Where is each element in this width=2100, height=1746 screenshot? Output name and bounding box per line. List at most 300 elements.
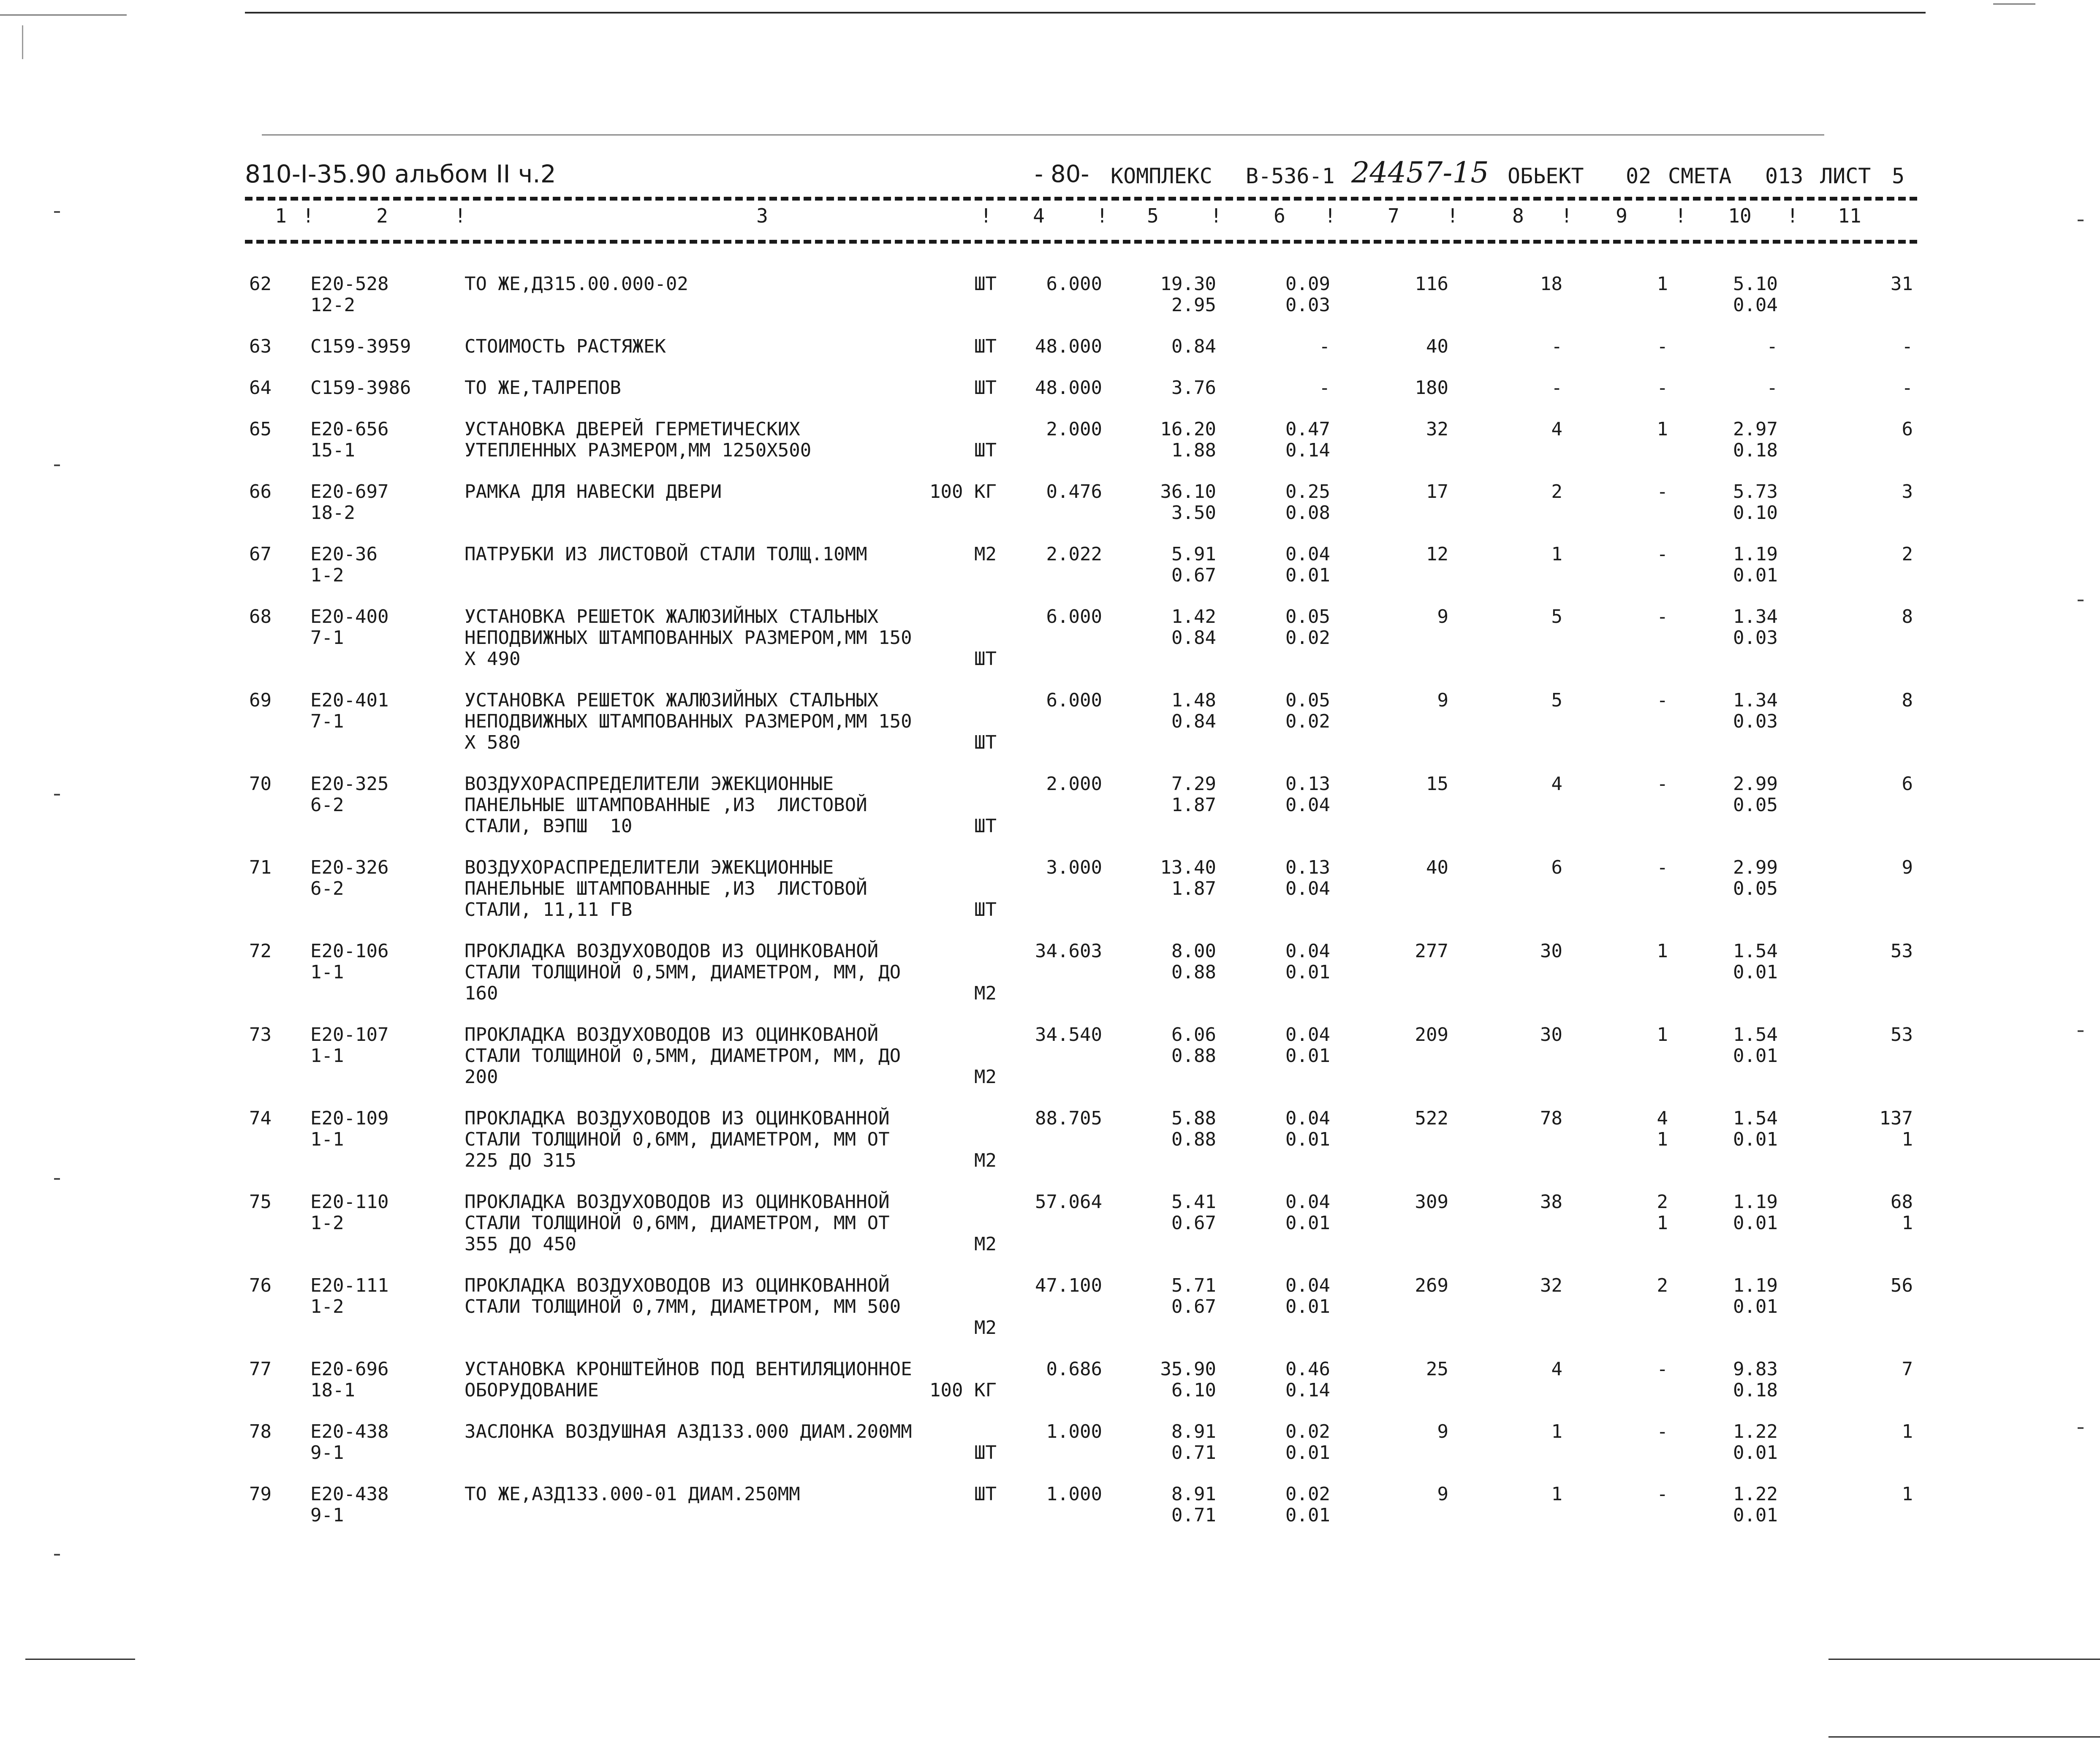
row-number: 79 (249, 1483, 272, 1505)
labor-norm: 0.01 (1733, 961, 1778, 983)
work-description: УТЕПЛЕННЫХ РАЗМЕРОМ,ММ 1250Х500 (465, 440, 812, 461)
unit-cost: 8.91 (1171, 1421, 1216, 1442)
table-row (245, 1108, 1917, 1171)
price-code: Е20-696 (310, 1358, 389, 1380)
labor-norm: 1.19 (1733, 1275, 1778, 1296)
labor-norm: 0.18 (1733, 1379, 1778, 1401)
work-description: РАМКА ДЛЯ НАВЕСКИ ДВЕРИ (465, 481, 722, 502)
labor-norm: 0.05 (1733, 794, 1778, 816)
work-description: ТО ЖЕ,ТАЛРЕПОВ (465, 377, 621, 399)
table-row (245, 774, 1917, 837)
machine-cost: 1 (1657, 1212, 1668, 1234)
scan-border-line (25, 1659, 135, 1660)
labor-norm: 0.01 (1733, 1045, 1778, 1067)
unit-labor: 0.01 (1285, 1442, 1330, 1464)
price-code: 18-1 (310, 1379, 355, 1401)
handwritten-number: 24457-15 (1351, 156, 1489, 190)
price-code: 12-2 (310, 294, 355, 316)
table-row (245, 857, 1917, 921)
price-code: Е20-325 (310, 773, 389, 795)
unit-labor: 0.01 (1285, 1296, 1330, 1317)
row-number: 69 (249, 690, 272, 711)
table-row (245, 274, 1917, 316)
price-code: 7-1 (310, 627, 344, 649)
unit-cost: 0.84 (1171, 336, 1216, 357)
total-wages: - (1551, 377, 1562, 399)
unit-labor: 0.04 (1285, 543, 1330, 565)
labor-norm: 0.04 (1733, 294, 1778, 316)
price-code: Е20-110 (310, 1191, 389, 1213)
unit-of-measure: ШТ (974, 336, 997, 357)
price-code: 1-1 (310, 1045, 344, 1067)
row-number: 63 (249, 336, 272, 357)
total-wages: 30 (1540, 1024, 1562, 1045)
labor-norm: 0.01 (1733, 1442, 1778, 1464)
column-number: 3 (756, 204, 768, 227)
scan-speck (54, 1554, 60, 1556)
unit-labor: 0.02 (1285, 1483, 1330, 1505)
table-row (245, 1192, 1917, 1255)
total-cost: 309 (1415, 1191, 1448, 1213)
machine-cost: - (1657, 1421, 1668, 1442)
unit-of-measure: М2 (974, 1317, 997, 1339)
unit-cost: 0.71 (1171, 1504, 1216, 1526)
total-cost: 15 (1426, 773, 1448, 795)
unit-labor: 0.09 (1285, 273, 1330, 295)
labor-norm: 0.01 (1733, 1129, 1778, 1150)
work-description: СТОИМОСТЬ РАСТЯЖЕК (465, 336, 666, 357)
unit-cost: 3.50 (1171, 502, 1216, 524)
work-description: ТО ЖЕ,Д315.00.000-02 (465, 273, 688, 295)
quantity: 57.064 (1035, 1191, 1102, 1213)
price-code: Е20-528 (310, 273, 389, 295)
labor-total: 1 (1902, 1129, 1913, 1150)
unit-of-measure: ШТ (974, 648, 997, 670)
work-description: УСТАНОВКА ДВЕРЕЙ ГЕРМЕТИЧЕСКИХ (465, 418, 800, 440)
labor-norm: 0.18 (1733, 440, 1778, 461)
unit-of-measure: ШТ (974, 273, 997, 295)
unit-cost: 8.00 (1171, 940, 1216, 962)
unit-labor: 0.04 (1285, 1108, 1330, 1129)
total-wages: 6 (1551, 857, 1562, 878)
quantity: 34.540 (1035, 1024, 1102, 1045)
table-row (245, 941, 1917, 1004)
unit-labor: 0.04 (1285, 940, 1330, 962)
price-code: Е20-326 (310, 857, 389, 878)
row-number: 73 (249, 1024, 272, 1045)
sheet-value: 5 (1892, 164, 1905, 188)
machine-cost: 1 (1657, 1129, 1668, 1150)
labor-norm: 2.99 (1733, 773, 1778, 795)
machine-cost: 1 (1657, 940, 1668, 962)
price-code: Е20-400 (310, 606, 389, 627)
work-description: 225 ДО 315 (465, 1150, 576, 1171)
price-code: 6-2 (310, 878, 344, 899)
unit-labor: 0.02 (1285, 1421, 1330, 1442)
unit-labor: 0.01 (1285, 1504, 1330, 1526)
labor-norm: 1.22 (1733, 1421, 1778, 1442)
unit-cost: 5.71 (1171, 1275, 1216, 1296)
price-code: 9-1 (310, 1504, 344, 1526)
price-code: С159-3986 (310, 377, 411, 399)
scan-speck (54, 1178, 60, 1180)
work-description: ВОЗДУХОРАСПРЕДЕЛИТЕЛИ ЭЖЕКЦИОННЫЕ (465, 857, 834, 878)
work-description: ПРОКЛАДКА ВОЗДУХОВОДОВ ИЗ ОЦИНКОВАНОЙ (465, 1024, 879, 1045)
labor-total: 53 (1891, 1024, 1913, 1045)
labor-total: 1 (1902, 1212, 1913, 1234)
machine-cost: - (1657, 543, 1668, 565)
price-code: 9-1 (310, 1442, 344, 1464)
price-code: 15-1 (310, 440, 355, 461)
unit-labor: 0.01 (1285, 1129, 1330, 1150)
work-description: СТАЛИ ТОЛЩИНОЙ 0,5ММ, ДИАМЕТРОМ, ММ, ДО (465, 961, 901, 983)
row-number: 77 (249, 1358, 272, 1380)
column-number: 8 (1512, 204, 1524, 227)
unit-cost: 6.06 (1171, 1024, 1216, 1045)
labor-norm: 5.73 (1733, 481, 1778, 502)
work-description: УСТАНОВКА РЕШЕТОК ЖАЛЮЗИЙНЫХ СТАЛЬНЫХ (465, 606, 879, 627)
page-marker: - 80- (1035, 160, 1089, 188)
unit-cost: 1.48 (1171, 690, 1216, 711)
price-code: Е20-106 (310, 940, 389, 962)
total-cost: 32 (1426, 418, 1448, 440)
work-description: ПАНЕЛЬНЫЕ ШТАМПОВАННЫЕ ,ИЗ ЛИСТОВОЙ (465, 794, 867, 816)
column-separator: ! (1324, 204, 1336, 227)
column-number-row (245, 204, 1917, 238)
row-number: 76 (249, 1275, 272, 1296)
labor-norm: 1.54 (1733, 1108, 1778, 1129)
column-separator: ! (1096, 204, 1108, 227)
work-description: СТАЛИ, 11,11 ГВ (465, 899, 633, 921)
machine-cost: - (1657, 1358, 1668, 1380)
unit-cost: 3.76 (1171, 377, 1216, 399)
row-number: 72 (249, 940, 272, 962)
unit-cost: 1.87 (1171, 878, 1216, 899)
unit-labor: - (1319, 336, 1330, 357)
table-row (245, 1024, 1917, 1088)
quantity: 88.705 (1035, 1108, 1102, 1129)
scan-border-line (22, 25, 23, 59)
machine-cost: - (1657, 773, 1668, 795)
total-cost: 40 (1426, 857, 1448, 878)
work-description: ПАТРУБКИ ИЗ ЛИСТОВОЙ СТАЛИ ТОЛЩ.10ММ (465, 543, 867, 565)
total-wages: 18 (1540, 273, 1562, 295)
work-description: ПРОКЛАДКА ВОЗДУХОВОДОВ ИЗ ОЦИНКОВАННОЙ (465, 1108, 890, 1129)
labor-norm: 9.83 (1733, 1358, 1778, 1380)
work-description: ЗАСЛОНКА ВОЗДУШНАЯ АЗД133.000 ДИАМ.200ММ (465, 1421, 912, 1442)
sheet-label: ЛИСТ (1820, 164, 1871, 188)
row-number: 70 (249, 773, 272, 795)
unit-labor: 0.01 (1285, 565, 1330, 586)
labor-norm: 0.01 (1733, 1296, 1778, 1317)
labor-norm: 0.01 (1733, 1212, 1778, 1234)
labor-total: 2 (1902, 543, 1913, 565)
price-code: Е20-697 (310, 481, 389, 502)
labor-norm: 0.10 (1733, 502, 1778, 524)
labor-total: 3 (1902, 481, 1913, 502)
column-separator: ! (302, 204, 314, 227)
total-wages: 4 (1551, 418, 1562, 440)
unit-of-measure: М2 (974, 1233, 997, 1255)
total-wages: 4 (1551, 1358, 1562, 1380)
table-row (245, 1421, 1917, 1464)
machine-cost: 1 (1657, 418, 1668, 440)
total-wages: 30 (1540, 940, 1562, 962)
scan-border-line (245, 12, 1926, 14)
work-description: ОБОРУДОВАНИЕ (465, 1379, 599, 1401)
unit-labor: 0.13 (1285, 773, 1330, 795)
unit-of-measure: М2 (974, 1066, 997, 1088)
labor-norm: 1.19 (1733, 1191, 1778, 1213)
price-code: Е20-107 (310, 1024, 389, 1045)
quantity: 6.000 (1046, 606, 1102, 627)
total-wages: 1 (1551, 1421, 1562, 1442)
price-code: 1-1 (310, 1129, 344, 1150)
labor-total: 8 (1902, 606, 1913, 627)
machine-cost: - (1657, 690, 1668, 711)
labor-norm: 0.05 (1733, 878, 1778, 899)
labor-norm: 1.22 (1733, 1483, 1778, 1505)
work-description: УСТАНОВКА РЕШЕТОК ЖАЛЮЗИЙНЫХ СТАЛЬНЫХ (465, 690, 879, 711)
labor-norm: 1.34 (1733, 690, 1778, 711)
scan-speck (2078, 1030, 2084, 1032)
object-value: 02 (1626, 164, 1652, 188)
price-code: 1-1 (310, 961, 344, 983)
machine-cost: - (1657, 1483, 1668, 1505)
machine-cost: 1 (1657, 273, 1668, 295)
work-description: ТО ЖЕ,АЗД133.000-01 ДИАМ.250ММ (465, 1483, 800, 1505)
total-cost: 180 (1415, 377, 1448, 399)
unit-labor: 0.02 (1285, 711, 1330, 732)
column-number: 2 (376, 204, 388, 227)
total-wages: 78 (1540, 1108, 1562, 1129)
quantity: 2.000 (1046, 418, 1102, 440)
labor-total: 56 (1891, 1275, 1913, 1296)
unit-labor: 0.05 (1285, 690, 1330, 711)
labor-total: 6 (1902, 418, 1913, 440)
labor-total: 9 (1902, 857, 1913, 878)
unit-cost: 0.67 (1171, 1296, 1216, 1317)
object-label: ОБЬЕКТ (1508, 164, 1584, 188)
unit-cost: 19.30 (1160, 273, 1216, 295)
unit-cost: 5.88 (1171, 1108, 1216, 1129)
machine-cost: - (1657, 377, 1668, 399)
work-description: ВОЗДУХОРАСПРЕДЕЛИТЕЛИ ЭЖЕКЦИОННЫЕ (465, 773, 834, 795)
machine-cost: - (1657, 857, 1668, 878)
complex-code: В-536-1 (1246, 164, 1335, 188)
scan-speck (54, 794, 60, 796)
table-row (245, 377, 1917, 399)
unit-labor: 0.01 (1285, 961, 1330, 983)
total-wages: 1 (1551, 1483, 1562, 1505)
work-description: Х 490 (465, 648, 521, 670)
quantity: 0.686 (1046, 1358, 1102, 1380)
unit-cost: 0.71 (1171, 1442, 1216, 1464)
total-cost: 12 (1426, 543, 1448, 565)
table-row (245, 1484, 1917, 1526)
unit-labor: 0.47 (1285, 418, 1330, 440)
total-wages: - (1551, 336, 1562, 357)
column-separator: ! (1561, 204, 1573, 227)
row-number: 66 (249, 481, 272, 502)
unit-labor: 0.04 (1285, 794, 1330, 816)
column-separator: ! (1675, 204, 1687, 227)
unit-cost: 0.67 (1171, 565, 1216, 586)
unit-of-measure: 100 КГ (929, 481, 997, 502)
work-description: Х 580 (465, 732, 521, 753)
labor-total: - (1902, 336, 1913, 357)
table-row (245, 544, 1917, 586)
labor-total: 68 (1891, 1191, 1913, 1213)
labor-norm: 5.10 (1733, 273, 1778, 295)
unit-of-measure: 100 КГ (929, 1379, 997, 1401)
unit-of-measure: ШТ (974, 440, 997, 461)
row-number: 78 (249, 1421, 272, 1442)
table-row (245, 336, 1917, 357)
machine-cost: - (1657, 606, 1668, 627)
unit-cost: 0.84 (1171, 711, 1216, 732)
unit-labor: 0.01 (1285, 1212, 1330, 1234)
labor-norm: 0.03 (1733, 711, 1778, 732)
column-separator: ! (980, 204, 992, 227)
row-number: 64 (249, 377, 272, 399)
unit-cost: 0.88 (1171, 1129, 1216, 1150)
scan-border-line (1828, 1659, 2100, 1660)
row-number: 75 (249, 1191, 272, 1213)
estimate-value: 013 (1765, 164, 1804, 188)
price-code: 1-2 (310, 1212, 344, 1234)
price-code: Е20-438 (310, 1483, 389, 1505)
total-cost: 277 (1415, 940, 1448, 962)
work-description: НЕПОДВИЖНЫХ ШТАМПОВАННЫХ РАЗМЕРОМ,ММ 150 (465, 627, 912, 649)
unit-cost: 1.87 (1171, 794, 1216, 816)
unit-labor: 0.04 (1285, 878, 1330, 899)
total-cost: 25 (1426, 1358, 1448, 1380)
unit-labor: 0.02 (1285, 627, 1330, 649)
price-code: 7-1 (310, 711, 344, 732)
unit-cost: 8.91 (1171, 1483, 1216, 1505)
work-description: ПРОКЛАДКА ВОЗДУХОВОДОВ ИЗ ОЦИНКОВАНОЙ (465, 940, 879, 962)
column-number: 1 (275, 204, 287, 227)
column-number: 7 (1388, 204, 1399, 227)
work-description: СТАЛИ ТОЛЩИНОЙ 0,6ММ, ДИАМЕТРОМ, ММ ОТ (465, 1212, 890, 1234)
unit-cost: 5.41 (1171, 1191, 1216, 1213)
row-number: 68 (249, 606, 272, 627)
total-cost: 9 (1437, 1483, 1448, 1505)
unit-cost: 0.88 (1171, 961, 1216, 983)
labor-norm: 2.97 (1733, 418, 1778, 440)
labor-norm: 0.01 (1733, 1504, 1778, 1526)
price-code: Е20-656 (310, 418, 389, 440)
unit-labor: 0.04 (1285, 1275, 1330, 1296)
unit-of-measure: М2 (974, 1150, 997, 1171)
quantity: 6.000 (1046, 273, 1102, 295)
unit-cost: 7.29 (1171, 773, 1216, 795)
total-cost: 116 (1415, 273, 1448, 295)
work-description: СТАЛИ, ВЭПШ 10 (465, 815, 633, 837)
unit-cost: 13.40 (1160, 857, 1216, 878)
work-description: ПАНЕЛЬНЫЕ ШТАМПОВАННЫЕ ,ИЗ ЛИСТОВОЙ (465, 878, 867, 899)
sheet-header (245, 156, 1917, 198)
unit-of-measure: ШТ (974, 377, 997, 399)
labor-norm: 0.03 (1733, 627, 1778, 649)
price-code: Е20-401 (310, 690, 389, 711)
price-code: 6-2 (310, 794, 344, 816)
quantity: 48.000 (1035, 336, 1102, 357)
table-row (245, 606, 1917, 670)
unit-of-measure: ШТ (974, 732, 997, 753)
unit-cost: 2.95 (1171, 294, 1216, 316)
total-wages: 5 (1551, 606, 1562, 627)
unit-cost: 35.90 (1160, 1358, 1216, 1380)
labor-total: 6 (1902, 773, 1913, 795)
total-cost: 17 (1426, 481, 1448, 502)
work-description: НЕПОДВИЖНЫХ ШТАМПОВАННЫХ РАЗМЕРОМ,ММ 150 (465, 711, 912, 732)
quantity: 47.100 (1035, 1275, 1102, 1296)
price-code: Е20-438 (310, 1421, 389, 1442)
column-separator: ! (1210, 204, 1222, 227)
machine-cost: - (1657, 481, 1668, 502)
column-number: 10 (1728, 204, 1752, 227)
total-wages: 32 (1540, 1275, 1562, 1296)
labor-norm: 1.54 (1733, 940, 1778, 962)
quantity: 48.000 (1035, 377, 1102, 399)
scan-border-line (1993, 3, 2035, 5)
total-cost: 9 (1437, 690, 1448, 711)
machine-cost: 1 (1657, 1024, 1668, 1045)
labor-norm: 1.54 (1733, 1024, 1778, 1045)
unit-cost: 1.42 (1171, 606, 1216, 627)
unit-labor: 0.46 (1285, 1358, 1330, 1380)
total-wages: 38 (1540, 1191, 1562, 1213)
price-code: Е20-109 (310, 1108, 389, 1129)
scan-speck (54, 464, 60, 466)
labor-total: 53 (1891, 940, 1913, 962)
unit-cost: 5.91 (1171, 543, 1216, 565)
table-row (245, 690, 1917, 753)
estimate-label: СМЕТА (1668, 164, 1732, 188)
unit-labor: 0.08 (1285, 502, 1330, 524)
work-description: ПРОКЛАДКА ВОЗДУХОВОДОВ ИЗ ОЦИНКОВАННОЙ (465, 1275, 890, 1296)
unit-labor: 0.13 (1285, 857, 1330, 878)
unit-labor: - (1319, 377, 1330, 399)
unit-labor: 0.14 (1285, 440, 1330, 461)
price-code: 18-2 (310, 502, 355, 524)
unit-of-measure: М2 (974, 983, 997, 1004)
scan-speck (2078, 600, 2084, 601)
row-number: 62 (249, 273, 272, 295)
unit-of-measure: М2 (974, 543, 997, 565)
price-code: 1-2 (310, 565, 344, 586)
labor-total: 8 (1902, 690, 1913, 711)
table-row (245, 419, 1917, 461)
labor-norm: 0.01 (1733, 565, 1778, 586)
unit-labor: 0.05 (1285, 606, 1330, 627)
unit-of-measure: ШТ (974, 1442, 997, 1464)
column-number: 4 (1033, 204, 1045, 227)
quantity: 3.000 (1046, 857, 1102, 878)
labor-total: 7 (1902, 1358, 1913, 1380)
row-number: 71 (249, 857, 272, 878)
complex-label: КОМПЛЕКС (1111, 164, 1212, 188)
unit-of-measure: ШТ (974, 1483, 997, 1505)
unit-cost: 0.88 (1171, 1045, 1216, 1067)
labor-norm: 1.19 (1733, 543, 1778, 565)
labor-norm: 2.99 (1733, 857, 1778, 878)
total-cost: 269 (1415, 1275, 1448, 1296)
total-cost: 40 (1426, 336, 1448, 357)
unit-labor: 0.14 (1285, 1379, 1330, 1401)
